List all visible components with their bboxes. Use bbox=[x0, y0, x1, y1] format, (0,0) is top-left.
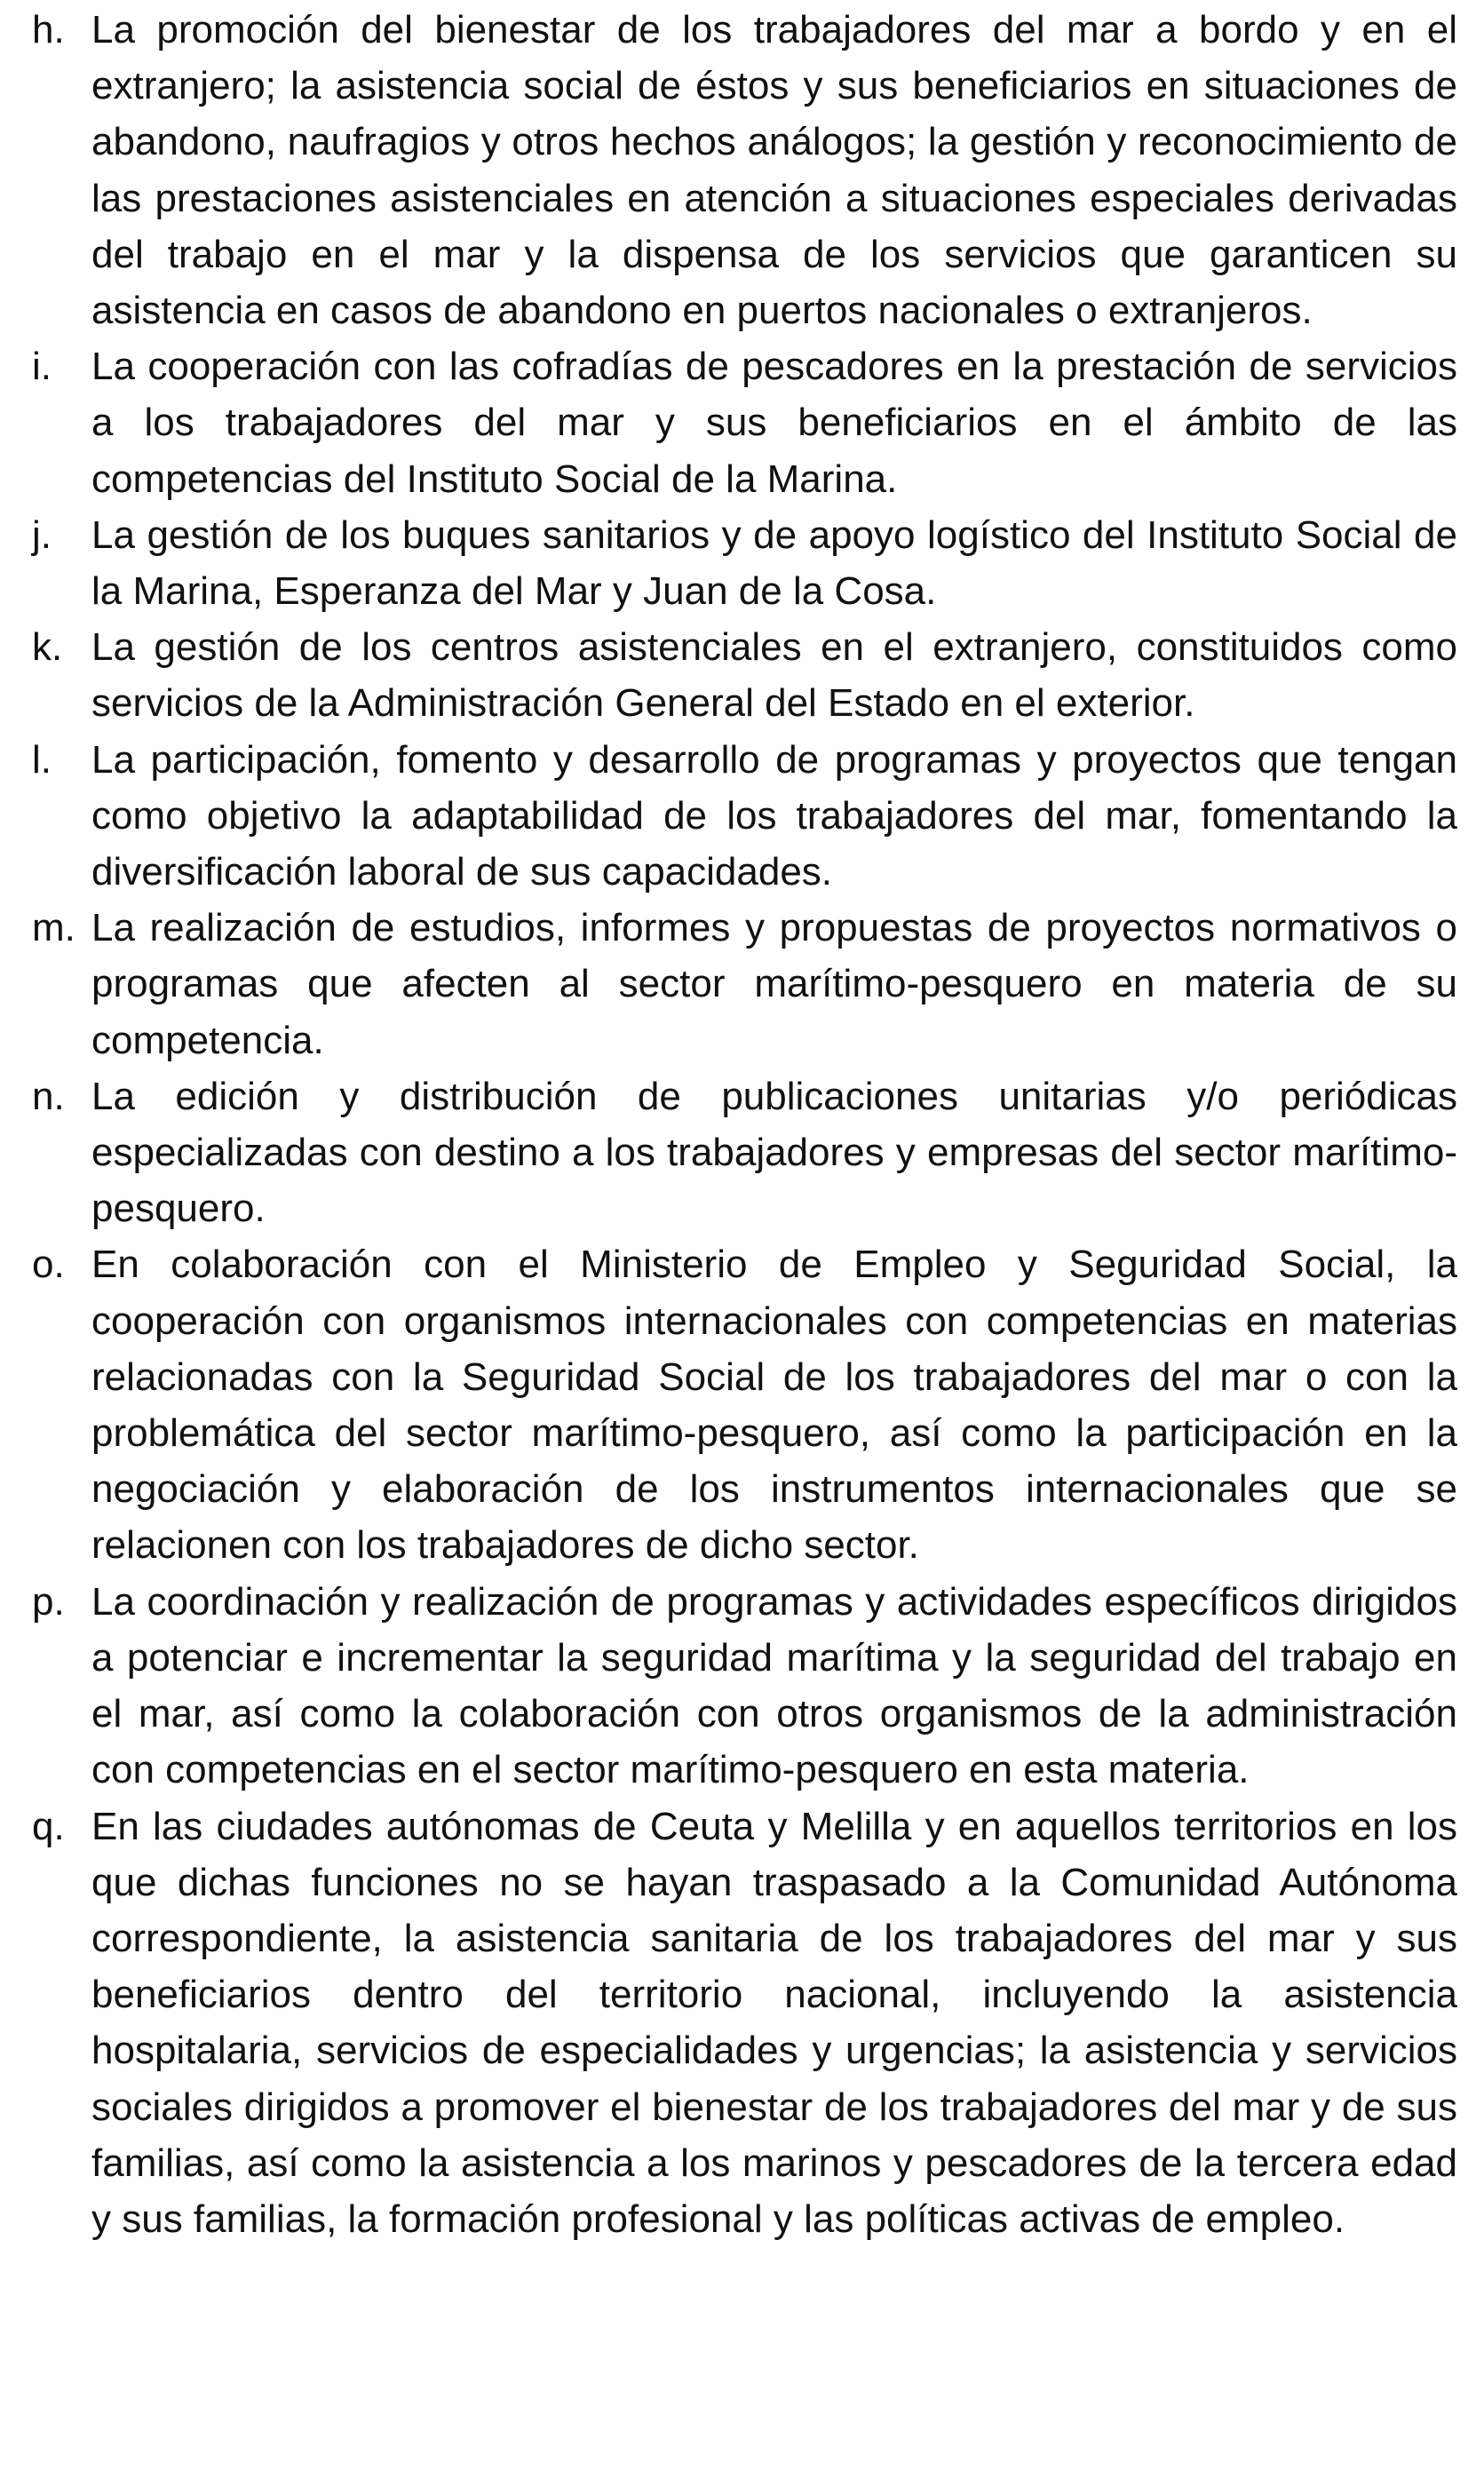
item-text: La promoción del bienestar de los trabajadores del mar a bordo y en el extranjero; la asistencia social de éstos y sus beneficiarios en situaciones de abandono, naufragios y otros hechos análogos; la gestión y reconocimiento de las prestaciones asistenciales en atención a situaciones especiales derivadas del trabajo en el mar y la dispensa de los servicios que garanticen su asistencia en casos de abandono en puertos nacionales o extranjeros. bbox=[91, 8, 1457, 333]
item-letter: h. bbox=[32, 8, 65, 52]
item-letter: n. bbox=[32, 1074, 65, 1118]
list-item-n bbox=[32, 1068, 1457, 1237]
item-letter: i. bbox=[32, 345, 52, 389]
list-item-m bbox=[32, 900, 1457, 1068]
list-item-i bbox=[32, 338, 1457, 507]
item-letter: l. bbox=[32, 737, 52, 782]
item-letter: j. bbox=[32, 512, 52, 557]
item-letter: p. bbox=[32, 1579, 65, 1624]
item-text: En las ciudades autónomas de Ceuta y Melilla y en aquellos territorios en los que dichas funciones no se hayan traspasado a la Comunidad Autónoma correspondiente, la asistencia sanitaria de los trabajadores del mar y sus beneficiarios dentro del territorio nacional, incluyendo la asistencia hospitalaria, servicios de especialidades y urgencias; la asistencia y servicios sociales dirigidos a promover el bienestar de los trabajadores del mar y de sus familias, así como la asistencia a los marinos y pescadores de la tercera edad y sus familias, la formación profesional y las políticas activas de empleo. bbox=[91, 1804, 1457, 2241]
list-item-j bbox=[32, 507, 1457, 619]
item-text: La gestión de los buques sanitarios y de apoyo logístico del Instituto Social de la Marina, Esperanza del Mar y Juan de la Cosa. bbox=[91, 512, 1457, 614]
item-text: La participación, fomento y desarrollo de programas y proyectos que tengan como objetivo la adaptabilidad de los trabajadores del mar, fomentando la diversificación laboral de sus capacidades. bbox=[91, 737, 1457, 894]
list-item-q bbox=[32, 1799, 1457, 2248]
document-list bbox=[32, 2, 1457, 2247]
item-text: La cooperación con las cofradías de pescadores en la prestación de servicios a los trabajadores del mar y sus beneficiarios en el ámbito de las competencias del Instituto Social de la Marina. bbox=[91, 345, 1457, 501]
item-text: La realización de estudios, informes y propuestas de proyectos normativos o programas que afecten al sector marítimo-pesquero en materia de su competencia. bbox=[91, 906, 1457, 1062]
item-text: La edición y distribución de publicaciones unitarias y/o periódicas especializadas con destino a los trabajadores y empresas del sector marítimo-pesquero. bbox=[91, 1074, 1457, 1231]
item-text: La coordinación y realización de programas y actividades específicos dirigidos a potenciar e incrementar la seguridad marítima y la seguridad del trabajo en el mar, así como la colaboración con otros organismos de la administración con competencias en el sector marítimo-pesquero en esta materia. bbox=[91, 1579, 1457, 1792]
item-letter: k. bbox=[32, 625, 63, 670]
list-item-p bbox=[32, 1574, 1457, 1799]
item-text: En colaboración con el Ministerio de Empleo y Seguridad Social, la cooperación con organismos internacionales con competencias en materias relacionadas con la Seguridad Social de los trabajadores del mar o con la problemática del sector marítimo-pesquero, así como la participación en la negociación y elaboración de los instrumentos internacionales que se relacionen con los trabajadores de dicho sector. bbox=[91, 1243, 1457, 1568]
list-item-o bbox=[32, 1236, 1457, 1573]
item-text: La gestión de los centros asistenciales en el extranjero, constituidos como servicios de la Administración General del Estado en el exterior. bbox=[91, 625, 1457, 726]
list-item-l bbox=[32, 732, 1457, 901]
item-letter: o. bbox=[32, 1243, 65, 1287]
list-item-k bbox=[32, 619, 1457, 731]
item-letter: m. bbox=[32, 906, 75, 950]
list-item-h bbox=[32, 2, 1457, 338]
item-letter: q. bbox=[32, 1804, 65, 1848]
